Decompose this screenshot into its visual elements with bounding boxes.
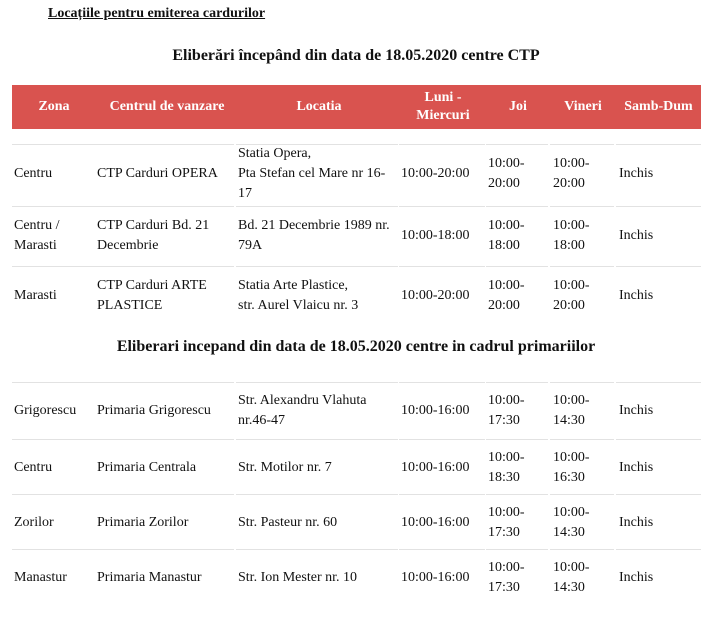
- cell-zona: [14, 384, 94, 438]
- row-divider: [96, 144, 234, 145]
- row-divider: [486, 266, 548, 267]
- row-divider: [96, 266, 234, 267]
- row-divider: [236, 266, 398, 267]
- cell-vineri: [553, 146, 615, 202]
- cell-zona: [14, 551, 94, 605]
- cell-samb-dum-text: Inchis: [619, 166, 654, 181]
- cell-luni-miercuri-text: 10:00-16:00: [401, 570, 470, 585]
- row-divider: [616, 494, 701, 495]
- cell-locatia-line: nr.46-47: [238, 413, 286, 428]
- cell-zona: [14, 268, 94, 324]
- cell-locatia-line: Str. Pasteur nr. 60: [238, 515, 338, 530]
- cell-zona: [14, 208, 94, 264]
- cell-luni-miercuri: [401, 551, 483, 605]
- row-divider: [486, 549, 548, 550]
- row-divider: [486, 382, 548, 383]
- cell-centru-line: Primaria Grigorescu: [97, 403, 211, 418]
- row-divider: [96, 382, 234, 383]
- row-divider: [96, 206, 234, 207]
- cell-zona-line: Marasti: [14, 238, 57, 253]
- cell-joi-line: 18:00: [488, 238, 520, 253]
- cell-luni-miercuri: [401, 208, 483, 264]
- cell-vineri: [553, 551, 615, 605]
- row-divider: [550, 494, 614, 495]
- header-luni-line1: Luni -: [424, 90, 462, 105]
- row-divider: [12, 206, 96, 207]
- row-divider: [96, 549, 234, 550]
- cell-centru-line: CTP Carduri OPERA: [97, 166, 218, 181]
- row-divider: [550, 439, 614, 440]
- row-divider: [616, 266, 701, 267]
- row-divider: [550, 144, 614, 145]
- row-divider: [399, 266, 485, 267]
- cell-joi-line: 20:00: [488, 176, 520, 191]
- cell-locatia-line: Statia Arte Plastice,: [238, 278, 349, 293]
- row-divider: [399, 144, 485, 145]
- cell-centru: [97, 441, 235, 495]
- cell-locatia-line: str. Aurel Vlaicu nr. 3: [238, 298, 359, 313]
- row-divider: [399, 382, 485, 383]
- cell-locatia: [238, 441, 396, 495]
- cell-zona-line: Manastur: [14, 570, 67, 585]
- cell-luni-miercuri-text: 10:00-20:00: [401, 166, 470, 181]
- cell-locatia-line: Str. Alexandru Vlahuta: [238, 393, 367, 408]
- cell-vineri: [553, 496, 615, 550]
- cell-joi-line: 10:00-: [488, 156, 525, 171]
- row-divider: [236, 439, 398, 440]
- row-divider: [12, 382, 96, 383]
- cell-locatia-line: Bd. 21 Decembrie 1989 nr.: [238, 218, 390, 233]
- cell-joi: [488, 208, 548, 264]
- cell-centru: [97, 146, 235, 202]
- cell-centru-line: CTP Carduri Bd. 21: [97, 218, 210, 233]
- cell-centru: [97, 268, 235, 324]
- cell-luni-miercuri: [401, 496, 483, 550]
- cell-samb-dum-text: Inchis: [619, 403, 654, 418]
- row-divider: [550, 266, 614, 267]
- cell-vineri-line: 14:30: [553, 525, 585, 540]
- cell-samb-dum: [619, 441, 699, 495]
- cell-zona-line: Zorilor: [14, 515, 54, 530]
- cell-vineri: [553, 441, 615, 495]
- header-zona: Zona: [38, 99, 70, 114]
- cell-samb-dum-text: Inchis: [619, 515, 654, 530]
- cell-locatia-line: Str. Motilor nr. 7: [238, 460, 332, 475]
- header-luni-line2: Miercuri: [416, 108, 470, 123]
- cell-zona-line: Centru: [14, 460, 53, 475]
- cell-centru-line: PLASTICE: [97, 298, 163, 313]
- cell-luni-miercuri: [401, 384, 483, 438]
- row-divider: [616, 382, 701, 383]
- cell-vineri-line: 10:00-: [553, 560, 590, 575]
- cell-joi-line: 10:00-: [488, 218, 525, 233]
- cell-joi-line: 10:00-: [488, 393, 525, 408]
- cell-vineri-line: 10:00-: [553, 278, 590, 293]
- cell-zona-line: Grigorescu: [14, 403, 77, 418]
- cell-samb-dum-text: Inchis: [619, 460, 654, 475]
- cell-zona-line: Centru: [14, 166, 53, 181]
- cell-locatia: [238, 551, 396, 605]
- cell-joi-line: 10:00-: [488, 560, 525, 575]
- row-divider: [486, 494, 548, 495]
- cell-locatia: [238, 268, 396, 324]
- cell-vineri-line: 20:00: [553, 176, 585, 191]
- cell-vineri-line: 14:30: [553, 580, 585, 595]
- cell-joi: [488, 384, 548, 438]
- cell-joi: [488, 146, 548, 202]
- row-divider: [399, 206, 485, 207]
- cell-locatia: [238, 496, 396, 550]
- header-joi: Joi: [509, 99, 527, 114]
- row-divider: [236, 144, 398, 145]
- cell-joi-line: 17:30: [488, 413, 520, 428]
- cell-samb-dum-text: Inchis: [619, 570, 654, 585]
- cell-vineri: [553, 208, 615, 264]
- row-divider: [236, 382, 398, 383]
- cell-joi-line: 17:30: [488, 525, 520, 540]
- cell-centru: [97, 384, 235, 438]
- cell-vineri-line: 10:00-: [553, 156, 590, 171]
- cell-joi: [488, 268, 548, 324]
- cell-vineri-line: 20:00: [553, 298, 585, 313]
- cell-locatia-line: 17: [238, 186, 252, 201]
- cell-vineri-line: 16:30: [553, 470, 585, 485]
- cell-joi-line: 18:30: [488, 470, 520, 485]
- row-divider: [12, 266, 96, 267]
- cell-locatia: [238, 146, 396, 202]
- cell-joi-line: 10:00-: [488, 505, 525, 520]
- cell-luni-miercuri-text: 10:00-20:00: [401, 288, 470, 303]
- cell-centru: [97, 496, 235, 550]
- cell-locatia-line: 79A: [238, 238, 263, 253]
- cell-centru-line: Primaria Manastur: [97, 570, 202, 585]
- row-divider: [12, 549, 96, 550]
- cell-locatia: [238, 384, 396, 438]
- cell-vineri-line: 10:00-: [553, 450, 590, 465]
- row-divider: [12, 494, 96, 495]
- cell-samb-dum: [619, 146, 699, 202]
- cell-joi: [488, 551, 548, 605]
- cell-luni-miercuri: [401, 268, 483, 324]
- cell-locatia-line: Pta Stefan cel Mare nr 16-: [238, 166, 386, 181]
- cell-luni-miercuri-text: 10:00-16:00: [401, 403, 470, 418]
- cell-samb-dum: [619, 384, 699, 438]
- cell-joi-line: 20:00: [488, 298, 520, 313]
- cell-locatia-line: Statia Opera,: [238, 146, 312, 161]
- cell-vineri-line: 10:00-: [553, 218, 590, 233]
- cell-joi-line: 10:00-: [488, 450, 525, 465]
- cell-vineri-line: 14:30: [553, 413, 585, 428]
- row-divider: [236, 549, 398, 550]
- cell-joi: [488, 496, 548, 550]
- header-vineri: Vineri: [564, 99, 602, 114]
- cell-joi: [488, 441, 548, 495]
- row-divider: [486, 144, 548, 145]
- cell-luni-miercuri: [401, 441, 483, 495]
- cell-centru-line: CTP Carduri ARTE: [97, 278, 207, 293]
- cell-locatia: [238, 208, 396, 264]
- header-centru: Centrul de vanzare: [109, 99, 225, 114]
- cell-zona: [14, 496, 94, 550]
- row-divider: [616, 144, 701, 145]
- cell-zona: [14, 441, 94, 495]
- row-divider: [399, 549, 485, 550]
- cell-zona-line: Centru /: [14, 218, 60, 233]
- row-divider: [550, 206, 614, 207]
- row-divider: [616, 549, 701, 550]
- cell-centru-line: Primaria Centrala: [97, 460, 197, 475]
- cell-joi-line: 10:00-: [488, 278, 525, 293]
- page-heading: Locațiile pentru emiterea cardurilor: [48, 6, 266, 21]
- row-divider: [96, 494, 234, 495]
- cell-luni-miercuri-text: 10:00-18:00: [401, 228, 470, 243]
- row-divider: [12, 439, 96, 440]
- row-divider: [550, 549, 614, 550]
- row-divider: [12, 144, 96, 145]
- cell-centru-line: Primaria Zorilor: [97, 515, 189, 530]
- cell-luni-miercuri-text: 10:00-16:00: [401, 460, 470, 475]
- row-divider: [96, 439, 234, 440]
- cell-locatia-line: Str. Ion Mester nr. 10: [238, 570, 357, 585]
- cell-samb-dum: [619, 551, 699, 605]
- section-title-primarii: Eliberari incepand din data de 18.05.2020 centre in cadrul primariilor: [116, 338, 596, 355]
- cell-centru: [97, 551, 235, 605]
- row-divider: [616, 206, 701, 207]
- row-divider: [486, 439, 548, 440]
- cell-vineri-line: 10:00-: [553, 393, 590, 408]
- row-divider: [486, 206, 548, 207]
- header-locatia: Locatia: [296, 99, 342, 114]
- table-header: [12, 85, 701, 129]
- cell-vineri: [553, 384, 615, 438]
- row-divider: [236, 494, 398, 495]
- header-samb-dum: Samb-Dum: [624, 99, 693, 114]
- cell-zona-line: Marasti: [14, 288, 57, 303]
- cell-samb-dum: [619, 496, 699, 550]
- cell-vineri-line: 18:00: [553, 238, 585, 253]
- header-luni-miercuri: [400, 85, 486, 129]
- cell-vineri-line: 10:00-: [553, 505, 590, 520]
- cell-samb-dum: [619, 208, 699, 264]
- row-divider: [236, 206, 398, 207]
- cell-samb-dum-text: Inchis: [619, 288, 654, 303]
- cell-samb-dum: [619, 268, 699, 324]
- cell-centru: [97, 208, 235, 264]
- row-divider: [550, 382, 614, 383]
- cell-luni-miercuri-text: 10:00-16:00: [401, 515, 470, 530]
- cell-centru-line: Decembrie: [97, 238, 159, 253]
- cell-joi-line: 17:30: [488, 580, 520, 595]
- section-title-ctp: Eliberări începând din data de 18.05.2020 centre CTP: [172, 47, 540, 64]
- cell-zona: [14, 146, 94, 202]
- row-divider: [399, 439, 485, 440]
- row-divider: [399, 494, 485, 495]
- cell-vineri: [553, 268, 615, 324]
- row-divider: [616, 439, 701, 440]
- cell-luni-miercuri: [401, 146, 483, 202]
- cell-samb-dum-text: Inchis: [619, 228, 654, 243]
